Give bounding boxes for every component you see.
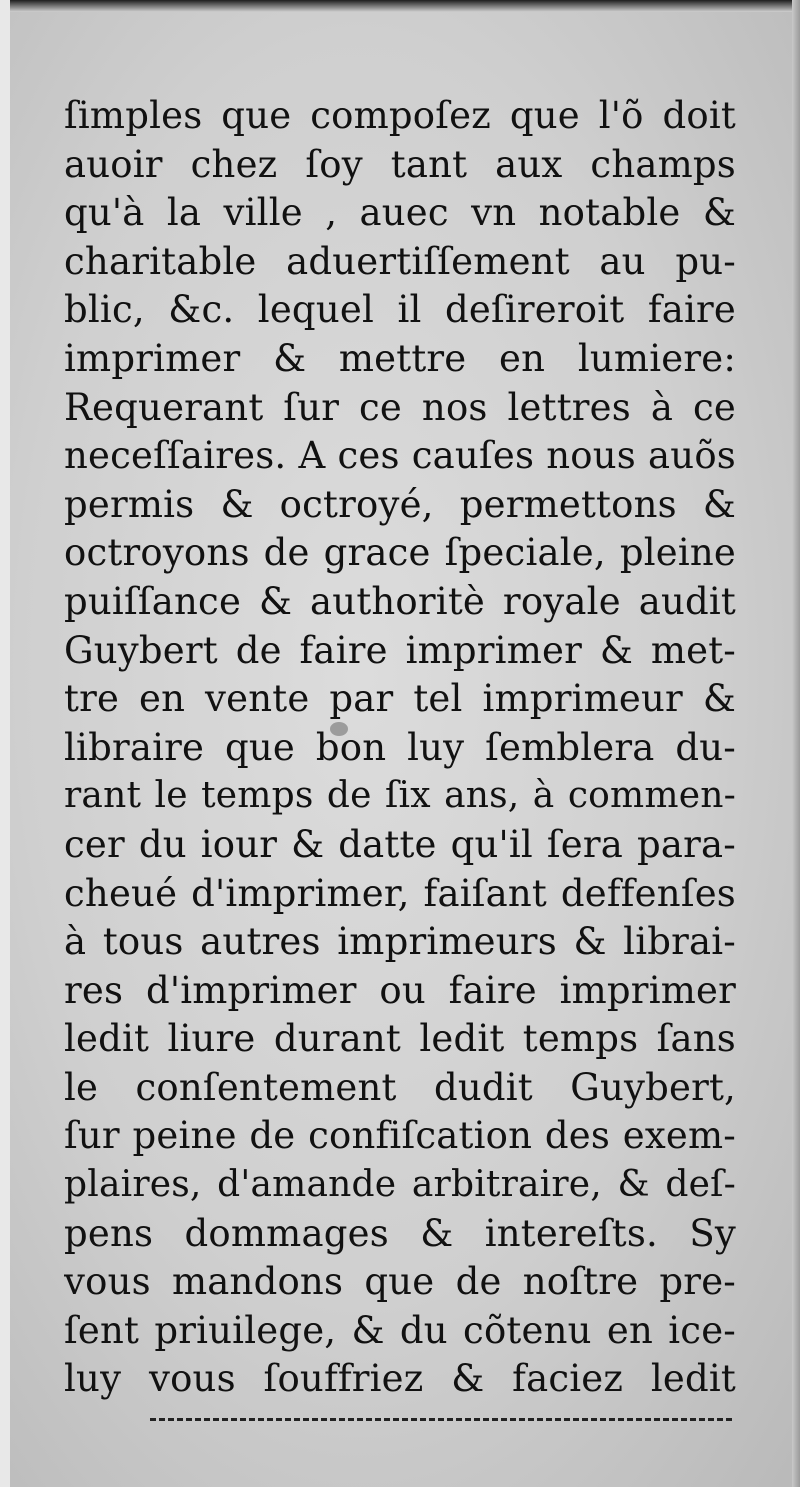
text-line: blic, &c. lequel il deſireroit faire [64, 288, 736, 332]
text-line: ſur peine de confiſcation des exem- [64, 1114, 736, 1158]
text-line: le conſentement dudit Guybert, [64, 1065, 736, 1109]
text-line: vous mandons que de noſtre pre- [64, 1260, 736, 1304]
text-line: cheué d'imprimer, faiſant deffenſes [64, 871, 736, 915]
text-line: cer du iour & datte qu'il ſera para- [64, 822, 736, 866]
text-line: à tous autres imprimeurs & librai- [64, 920, 736, 964]
text-line: imprimer & mettre en lumiere: [64, 336, 736, 380]
text-line: charitable aduertiſſement au pu- [64, 239, 736, 283]
text-line: puiſſance & authoritè royale audit [64, 579, 736, 623]
page-top-edge [0, 0, 800, 12]
text-line: permis & octroyé, permettons & [64, 482, 736, 526]
text-line: ledit liure durant ledit temps ſans [64, 1017, 736, 1061]
text-line: Requerant ſur ce nos lettres à ce [64, 385, 736, 429]
text-line: res d'imprimer ou faire imprimer [64, 968, 736, 1012]
text-line: tre en vente par tel imprimeur & [64, 677, 736, 721]
text-line: plaires, d'amande arbitraire, & deſ- [64, 1164, 736, 1206]
text-line: qu'à la ville , auec vn notable & [64, 191, 736, 235]
page-right-edge [792, 0, 800, 1487]
page-left-edge [0, 0, 10, 1487]
printed-text-block [64, 92, 736, 1404]
text-line: octroyons de grace ſpeciale, pleine [64, 531, 736, 575]
text-line: luy vous ſouffriez & faciez ledit [64, 1357, 736, 1401]
text-line: libraire que bon luy ſemblera du- [64, 725, 736, 769]
text-line: ſent priuilege, & du cõtenu en ice- [64, 1308, 736, 1352]
text-line: pens dommages & intereſts. Sy [64, 1211, 736, 1255]
text-line: ſimples que compoſez que l'õ doit [64, 94, 736, 137]
text-line: auoir chez ſoy tant aux champs [64, 142, 736, 186]
text-line: Guybert de faire imprimer & met- [64, 628, 736, 672]
dashed-rule [150, 1418, 732, 1421]
text-line: neceſſaires. A ces cauſes nous auõs [64, 434, 736, 478]
text-line: rant le temps de ſix ans, à commen- [64, 775, 736, 817]
